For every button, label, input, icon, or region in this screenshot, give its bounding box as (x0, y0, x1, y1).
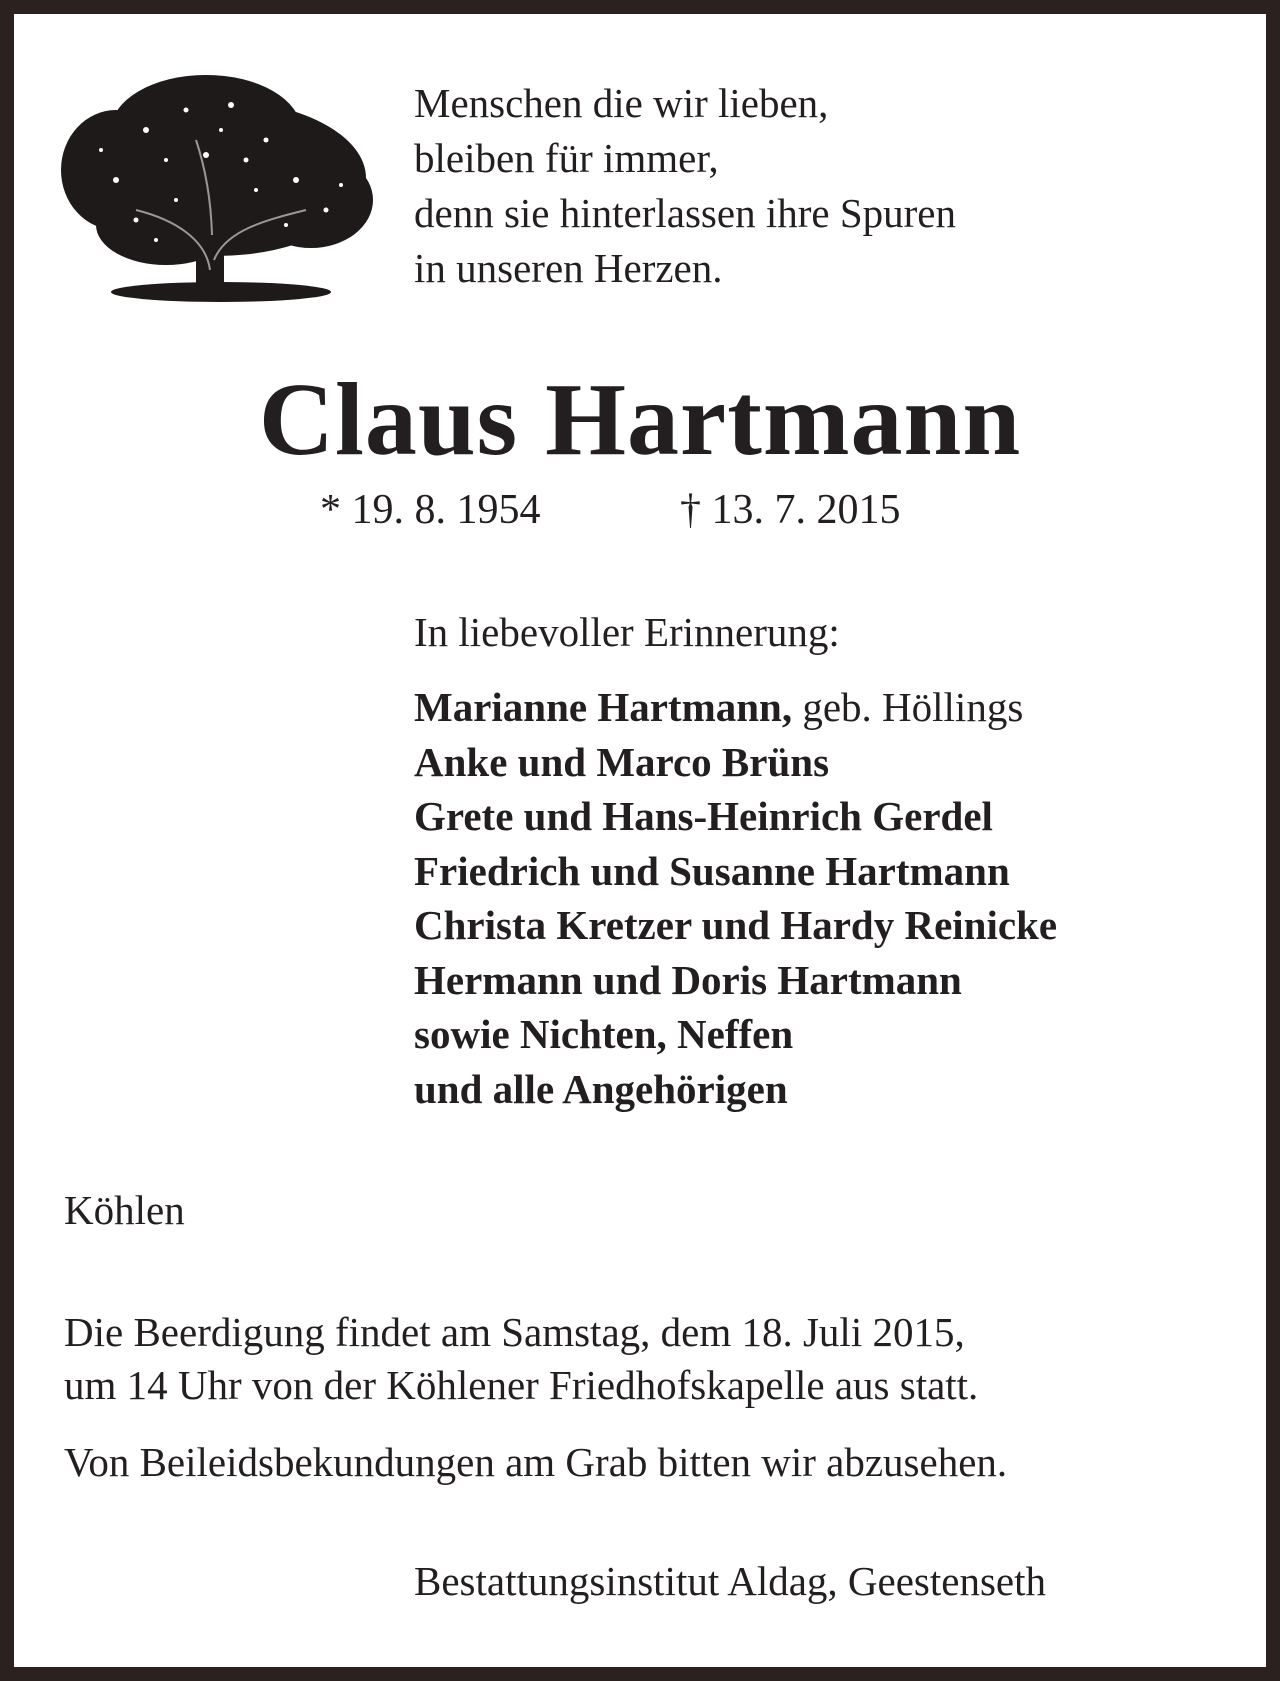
mourner-line: Grete und Hans-Heinrich Gerdel (414, 793, 993, 839)
undertaker: Bestattungsinstitut Aldag, Geestenseth (414, 1558, 1047, 1604)
mourner-line (414, 680, 1057, 735)
funeral-line: Die Beerdigung findet am Samstag, dem 18. Juli 2015, (64, 1309, 965, 1355)
mourner-line: und alle Angehörigen (414, 1065, 788, 1112)
mourner-line: sowie Nichten, Neffen (414, 1011, 794, 1057)
condolence-note: Von Beileidsbekundungen am Grab bitten wir abzusehen. (64, 1439, 1008, 1485)
death-date: † 13. 7. 2015 (680, 487, 901, 533)
mourner-line: Christa Kretzer und Hardy Reinicke (414, 902, 1058, 948)
birth-date: * 19. 8. 1954 (320, 487, 541, 533)
poem-line: denn sie hinterlassen ihre Spuren (414, 190, 956, 236)
mourner-line: Friedrich und Susanne Hartmann (414, 847, 1010, 894)
tree-icon (56, 60, 376, 310)
mourner-name: Marianne Hartmann, (414, 684, 793, 730)
mourner-note: geb. Höllings (802, 684, 1024, 730)
poem-line: bleiben für immer, (414, 135, 719, 181)
funeral-notice (64, 1306, 1200, 1412)
poem (414, 76, 956, 296)
mourners-list (414, 680, 1057, 1116)
memory-heading: In liebevoller Erinnerung: (414, 609, 840, 655)
deceased-name: Claus Hartmann (258, 362, 1022, 477)
funeral-line: um 14 Uhr von der Köhlener Friedhofskapelle aus statt. (64, 1362, 979, 1408)
poem-line: in unseren Herzen. (414, 245, 723, 291)
place-name: Köhlen (64, 1187, 185, 1233)
mourner-line: Hermann und Doris Hartmann (414, 956, 962, 1003)
poem-line: Menschen die wir lieben, (414, 80, 829, 126)
mourner-line: Anke und Marco Brüns (414, 738, 830, 785)
